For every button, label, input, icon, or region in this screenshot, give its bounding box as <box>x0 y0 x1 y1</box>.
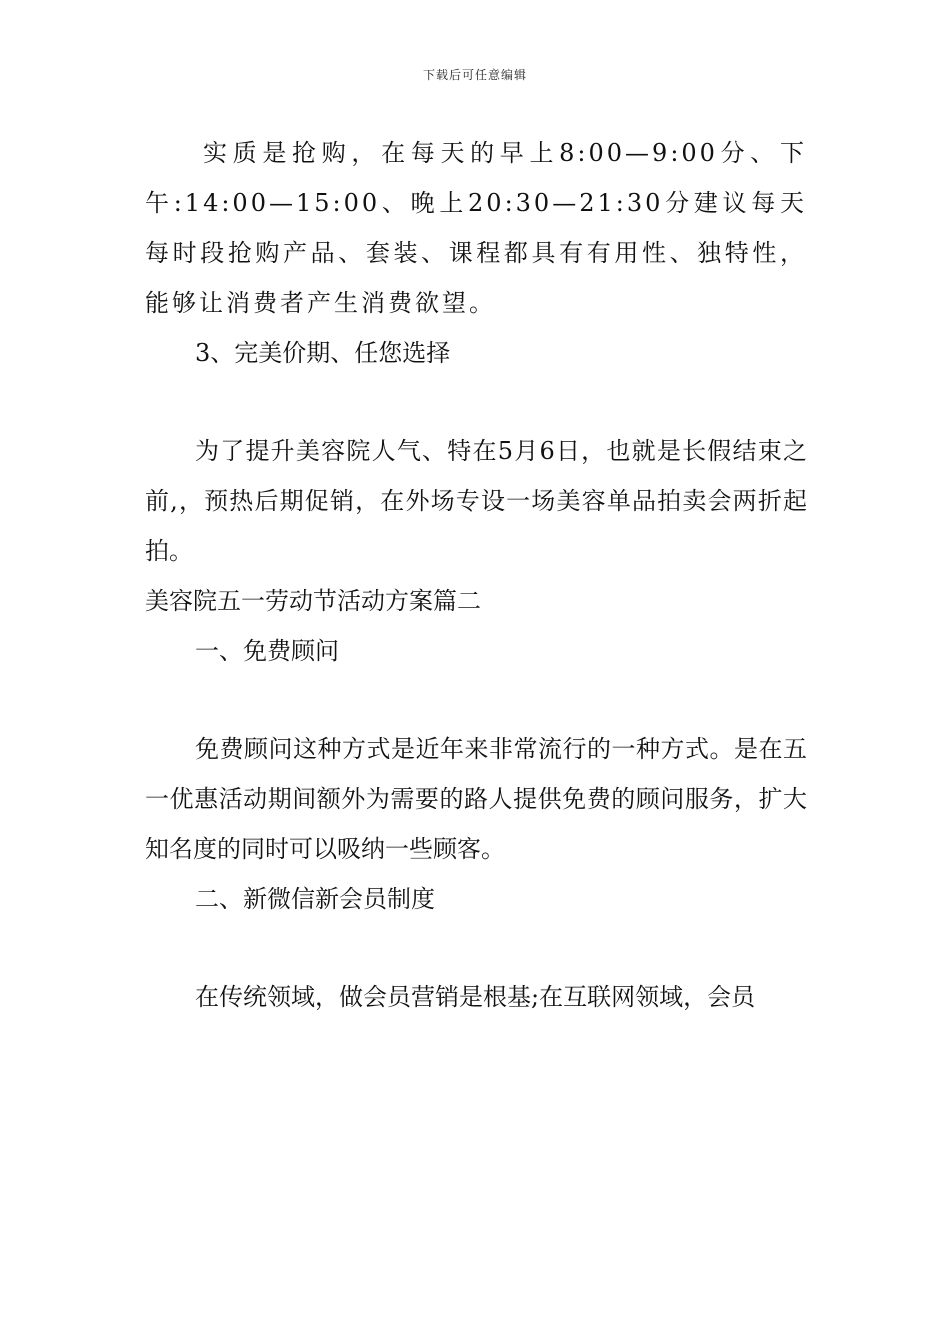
heading-price-choice: 3、完美价期、任您选择 <box>195 339 451 367</box>
heading-wechat-membership: 二、新微信新会员制度 <box>195 885 435 913</box>
document-body <box>145 128 807 1022</box>
paragraph-free-consult: 免费顾问这种方式是近年来非常流行的一种方式。是在五一优惠活动期间额外为需要的路人提供免费的顾问服务，扩大知名度的同时可以吸纳一些顾客。 <box>145 735 807 863</box>
paragraph-auction: 为了提升美容院人气、特在5月6日，也就是长假结束之前,，预热后期促销，在外场专设一场美容单品拍卖会两折起拍。 <box>145 437 807 565</box>
page-header-note: 下载后可任意编辑 <box>422 68 527 82</box>
section-title: 美容院五一劳动节活动方案篇二 <box>145 587 481 615</box>
paragraph-membership: 在传统领域，做会员营销是根基;在互联网领域，会员 <box>195 983 756 1011</box>
heading-free-consult: 一、免费顾问 <box>195 637 339 665</box>
paragraph-flash-sale: 实质是抢购，在每天的早上8:00—9:00分、下午:14:00—15:00、晚上20:30—21:30分建议每天每时段抢购产品、套装、课程都具有有用性、独特性，能够让消费者产生消费欲望。 <box>145 139 807 317</box>
